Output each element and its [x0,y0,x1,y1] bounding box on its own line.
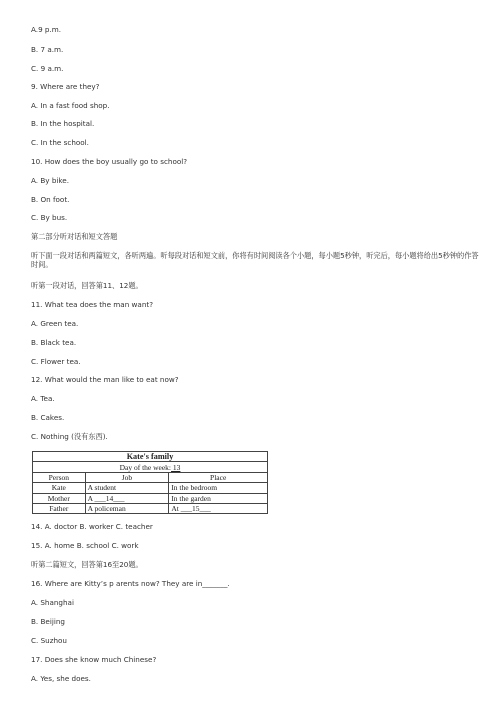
option-17a: A. Yes, she does. [31,674,91,683]
week-blank: 13 [171,462,181,472]
question-9: 9. Where are they? [31,82,100,91]
table-row [33,483,268,493]
cell-place: At ___15___ [169,503,268,513]
option-16a: A. Shanghai [31,598,74,607]
option-11c: C. Flower tea. [31,357,81,366]
option-12a: A. Tea. [31,394,55,403]
question-11: 11. What tea does the man want? [31,300,154,309]
table-week-row [33,462,268,472]
header-job: Job [85,472,169,482]
option-10a: A. By bike. [31,176,70,185]
question-10: 10. How does the boy usually go to school? [31,157,188,166]
cell-place: In the garden [169,493,268,503]
option-9c: C. In the school. [31,138,89,147]
header-person: Person [33,472,86,482]
dialogue-1-prompt: 听第一段对话，回答第11、12题。 [31,281,143,290]
table-row [33,493,268,503]
option-9b: B. In the hospital. [31,119,95,128]
option-8c: C. 9 a.m. [31,64,64,73]
question-15: 15. A. home B. school C. work [31,541,139,550]
cell-job: A policeman [85,503,169,513]
header-place: Place [169,472,268,482]
option-11a: A. Green tea. [31,319,79,328]
option-16c: C. Suzhou [31,636,67,645]
option-10b: B. On foot. [31,195,70,204]
option-9a: A. In a fast food shop. [31,101,110,110]
option-16b: B. Beijing [31,617,65,626]
option-8a: A.9 p.m. [31,25,62,34]
table-title: Kate's family [33,452,268,462]
cell-person: Father [33,503,86,513]
option-11b: B. Black tea. [31,338,77,347]
cell-person: Kate [33,483,86,493]
passage-2-prompt: 听第二篇短文，回答第16至20题。 [31,560,143,569]
section-instructions: 听下面一段对话和两篇短文，各听两遍。听每段对话和短文前，你将有时间阅读各个小题，每小题5秒钟，听完后，每小题将给出5秒钟的作答时间。 [31,251,479,269]
option-12c: C. Nothing (没有东西). [31,432,108,441]
cell-person: Mother [33,493,86,503]
week-label: Day of the week: [119,462,172,472]
cell-place: In the bedroom [169,483,268,493]
question-12: 12. What would the man like to eat now? [31,375,179,384]
option-10c: C. By bus. [31,213,68,222]
question-17: 17. Does she know much Chinese? [31,655,157,664]
cell-job: A student [85,483,169,493]
option-12b: B. Cakes. [31,413,65,422]
question-16: 16. Where are Kitty’s p arents now? They are in_______. [31,579,230,588]
option-8b: B. 7 a.m. [31,45,64,54]
kates-family-table [32,451,268,514]
table-row [33,503,268,513]
cell-job: A ___14___ [85,493,169,503]
question-14: 14. A. doctor B. worker C. teacher [31,522,153,531]
section-heading: 第二部分听对话和短文答题 [31,232,118,241]
